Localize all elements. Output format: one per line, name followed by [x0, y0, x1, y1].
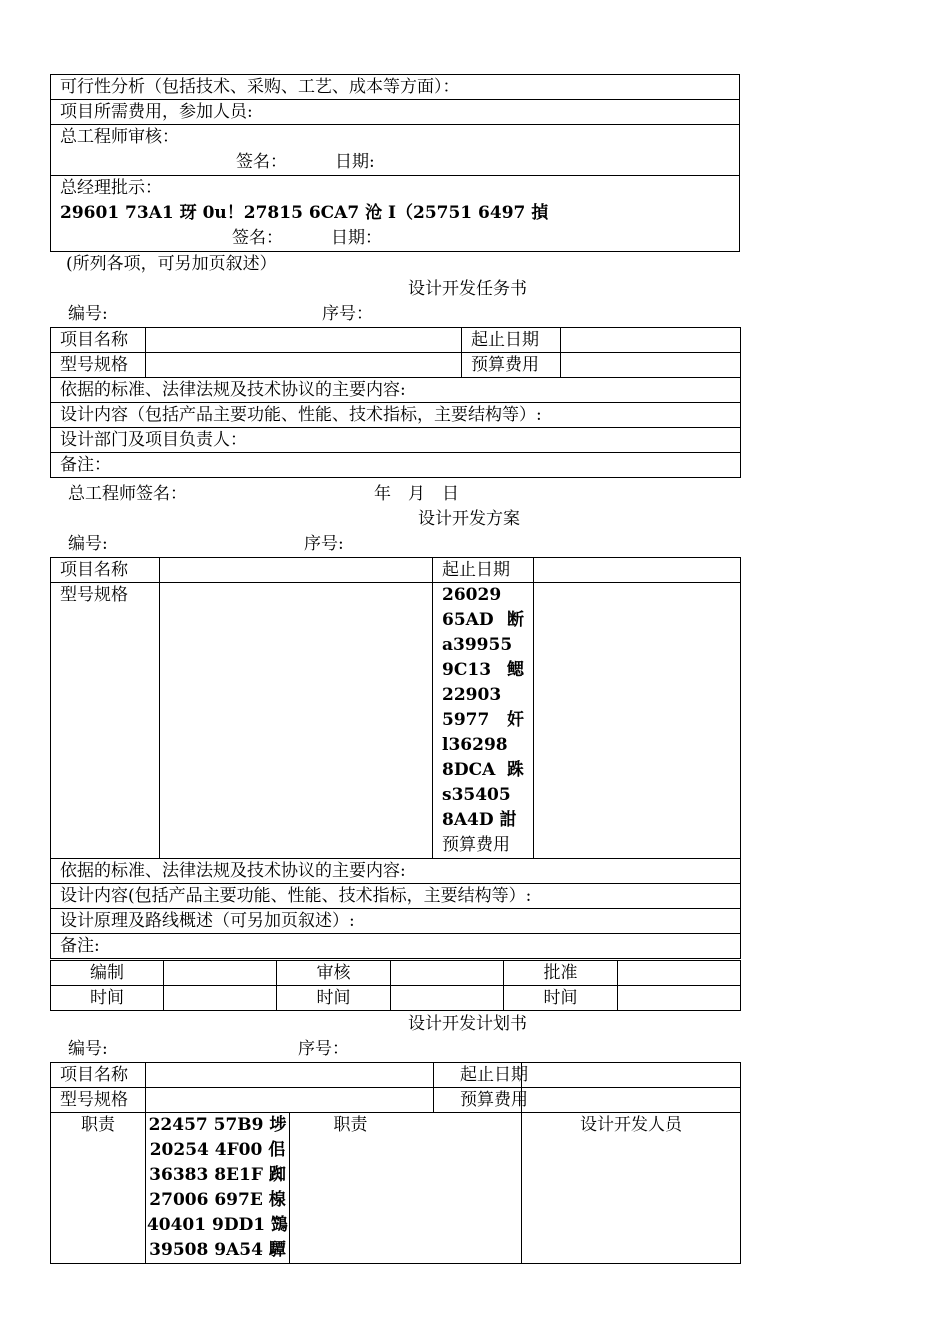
chief-review-row — [51, 125, 740, 176]
plan-number-label: 编号: — [68, 534, 108, 554]
plan-signoff-table — [50, 960, 741, 1011]
task-date-ymd: 年 月 日 — [374, 484, 459, 504]
task-remarks-row: 备注： — [51, 453, 741, 478]
task-budget-label: 预算费用 — [462, 353, 561, 378]
schedule-number-label: 编号: — [68, 1039, 108, 1059]
task-book-serial-label: 序号： — [322, 304, 373, 324]
schedule-start-end-date-label: 起止日期 — [434, 1063, 522, 1088]
chief-sign-label: 签名： — [236, 152, 287, 172]
review-label: 审核 — [277, 961, 391, 986]
plan-table — [50, 557, 741, 959]
plan-budget-label: 预算费用 — [442, 835, 510, 855]
task-chief-signature-label: 总工程师签名： — [68, 484, 187, 504]
plan-project-name-value[interactable] — [160, 558, 433, 583]
task-start-end-date-label: 起止日期 — [462, 328, 561, 353]
schedule-budget-label: 预算费用 — [434, 1088, 522, 1113]
cost-personnel-row — [51, 100, 740, 125]
schedule-designers-label: 设计开发人员 — [522, 1113, 741, 1264]
chief-review-label: 总工程师审核： — [60, 127, 179, 147]
prepared-time-value[interactable] — [164, 986, 277, 1011]
plan-title: 设计开发方案 — [418, 509, 520, 529]
plan-model-spec-label: 型号规格 — [51, 583, 160, 859]
plan-design-content-row: 设计内容(包括产品主要功能、性能、技术指标，主要结构等）: — [51, 884, 741, 909]
schedule-project-name-value[interactable] — [146, 1063, 434, 1088]
chief-date-label: 日期: — [335, 152, 375, 172]
approve-time-label: 时间 — [504, 986, 618, 1011]
prepared-label: 编制 — [51, 961, 164, 986]
schedule-model-spec-value[interactable] — [146, 1088, 434, 1113]
plan-standards-row: 依据的标准、法律法规及技术协议的主要内容: — [51, 859, 741, 884]
review-value[interactable] — [391, 961, 504, 986]
schedule-serial-label: 序号： — [298, 1039, 349, 1059]
approve-label: 批准 — [504, 961, 618, 986]
schedule-model-spec-label: 型号规格 — [51, 1088, 146, 1113]
gm-garbled-line: 29601 73A1 玡 0u！27815 6CA7 沧 I（25751 6497 揁 — [60, 203, 549, 223]
task-project-name-value[interactable] — [146, 328, 462, 353]
schedule-budget-value[interactable] — [522, 1088, 741, 1113]
approve-time-value[interactable] — [618, 986, 741, 1011]
gm-date-label: 日期： — [331, 228, 382, 248]
task-model-spec-label: 型号规格 — [51, 353, 146, 378]
feasibility-label: 可行性分析（包括技术、采购、工艺、成本等方面）： — [60, 77, 460, 97]
plan-garbled-cell: 26029 65AD 断 a39955 9C13 鳃 22903 5977 奸 l36298 8DCA 跦 s35405 8A4D 詌 预算费用 — [433, 583, 534, 859]
task-budget-value[interactable] — [561, 353, 741, 378]
prepared-time-label: 时间 — [51, 986, 164, 1011]
prepared-value[interactable] — [164, 961, 277, 986]
task-dept-leader-row: 设计部门及项目负责人： — [51, 428, 741, 453]
approve-value[interactable] — [618, 961, 741, 986]
task-standards-row: 依据的标准、法律法规及技术协议的主要内容: — [51, 378, 741, 403]
task-design-content-row: 设计内容（包括产品主要功能、性能、技术指标，主要结构等）: — [51, 403, 741, 428]
schedule-table — [50, 1062, 741, 1264]
schedule-project-name-label: 项目名称 — [51, 1063, 146, 1088]
review-time-label: 时间 — [277, 986, 391, 1011]
approval-table — [50, 74, 740, 252]
task-book-title: 设计开发任务书 — [408, 279, 527, 299]
schedule-start-end-date-value[interactable] — [522, 1063, 741, 1088]
plan-start-end-date-value[interactable] — [534, 558, 741, 583]
schedule-garbled-cell: 22457 57B9 埗 20254 4F00 佀 36383 8E1F 踟 27006 697E 楾 40401 9DD1 鷑 39508 9A54 驔 — [146, 1113, 290, 1264]
schedule-duty-label: 职责 — [51, 1113, 146, 1264]
plan-principle-row: 设计原理及路线概述（可另加页叙述）: — [51, 909, 741, 934]
cost-personnel-label: 项目所需费用，参加人员: — [60, 102, 253, 122]
gm-approval-row — [51, 176, 740, 252]
gm-approval-label: 总经理批示： — [60, 178, 162, 198]
task-project-name-label: 项目名称 — [51, 328, 146, 353]
plan-remarks-row: 备注: — [51, 934, 741, 959]
task-model-spec-value[interactable] — [146, 353, 462, 378]
gm-sign-label: 签名： — [232, 228, 283, 248]
task-start-end-date-value[interactable] — [561, 328, 741, 353]
plan-project-name-label: 项目名称 — [51, 558, 160, 583]
task-book-table — [50, 327, 741, 478]
task-book-number-label: 编号: — [68, 304, 108, 324]
review-time-value[interactable] — [391, 986, 504, 1011]
plan-model-spec-value[interactable] — [160, 583, 433, 859]
plan-start-end-date-label: 起止日期 — [433, 558, 534, 583]
feasibility-row — [51, 75, 740, 100]
schedule-duty-label-2: 职责 — [290, 1113, 522, 1264]
plan-serial-label: 序号: — [304, 534, 344, 554]
plan-budget-value[interactable] — [534, 583, 741, 859]
additional-pages-note: (所列各项，可另加页叙述） — [66, 254, 277, 274]
schedule-title: 设计开发计划书 — [408, 1014, 527, 1034]
